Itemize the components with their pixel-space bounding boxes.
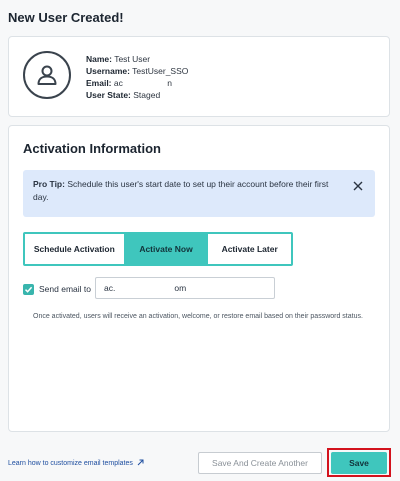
field-label: Email:	[86, 78, 112, 88]
activation-options	[23, 232, 293, 266]
pro-tip-banner	[23, 170, 375, 217]
close-icon[interactable]	[351, 179, 365, 193]
user-state-row	[86, 89, 188, 101]
user-summary-card	[8, 36, 390, 117]
user-username-value: TestUser_SSO	[132, 66, 189, 76]
pro-tip-text: Schedule this user's start date to set up their account before their first day.	[33, 179, 329, 202]
field-label: Name:	[86, 54, 112, 64]
activation-title: Activation Information	[23, 141, 161, 156]
user-name-value: Test User	[114, 54, 151, 64]
user-name-row	[86, 53, 188, 65]
activate-now-option[interactable]: Activate Now	[124, 234, 208, 264]
field-label: Username:	[86, 66, 130, 76]
send-email-label: Send email to	[39, 284, 91, 294]
field-label: User State:	[86, 90, 131, 100]
page-title: New User Created!	[8, 10, 124, 25]
save-and-create-another-button[interactable]: Save And Create Another	[198, 452, 322, 474]
activate-later-option[interactable]: Activate Later	[207, 234, 291, 264]
save-button[interactable]: Save	[331, 452, 387, 474]
activation-hint: Once activated, users will receive an activation, welcome, or restore email based on their password status.	[33, 313, 363, 320]
user-username-row	[86, 65, 188, 77]
help-link-text: Learn how to customize email templates	[8, 460, 133, 467]
send-email-input[interactable]	[95, 277, 275, 299]
user-email-row	[86, 77, 188, 89]
user-details	[86, 53, 188, 101]
user-state-value: Staged	[133, 90, 161, 100]
external-link-icon	[137, 459, 144, 468]
send-email-checkbox[interactable]	[23, 284, 34, 295]
schedule-activation-option[interactable]: Schedule Activation	[33, 243, 115, 254]
user-avatar-icon	[23, 51, 71, 99]
redacted-email-suffix: n	[167, 78, 172, 88]
customize-email-templates-link[interactable]	[8, 459, 144, 468]
pro-tip-label: Pro Tip:	[33, 179, 65, 189]
activation-card	[8, 125, 390, 432]
user-email-value: ac	[113, 78, 123, 88]
